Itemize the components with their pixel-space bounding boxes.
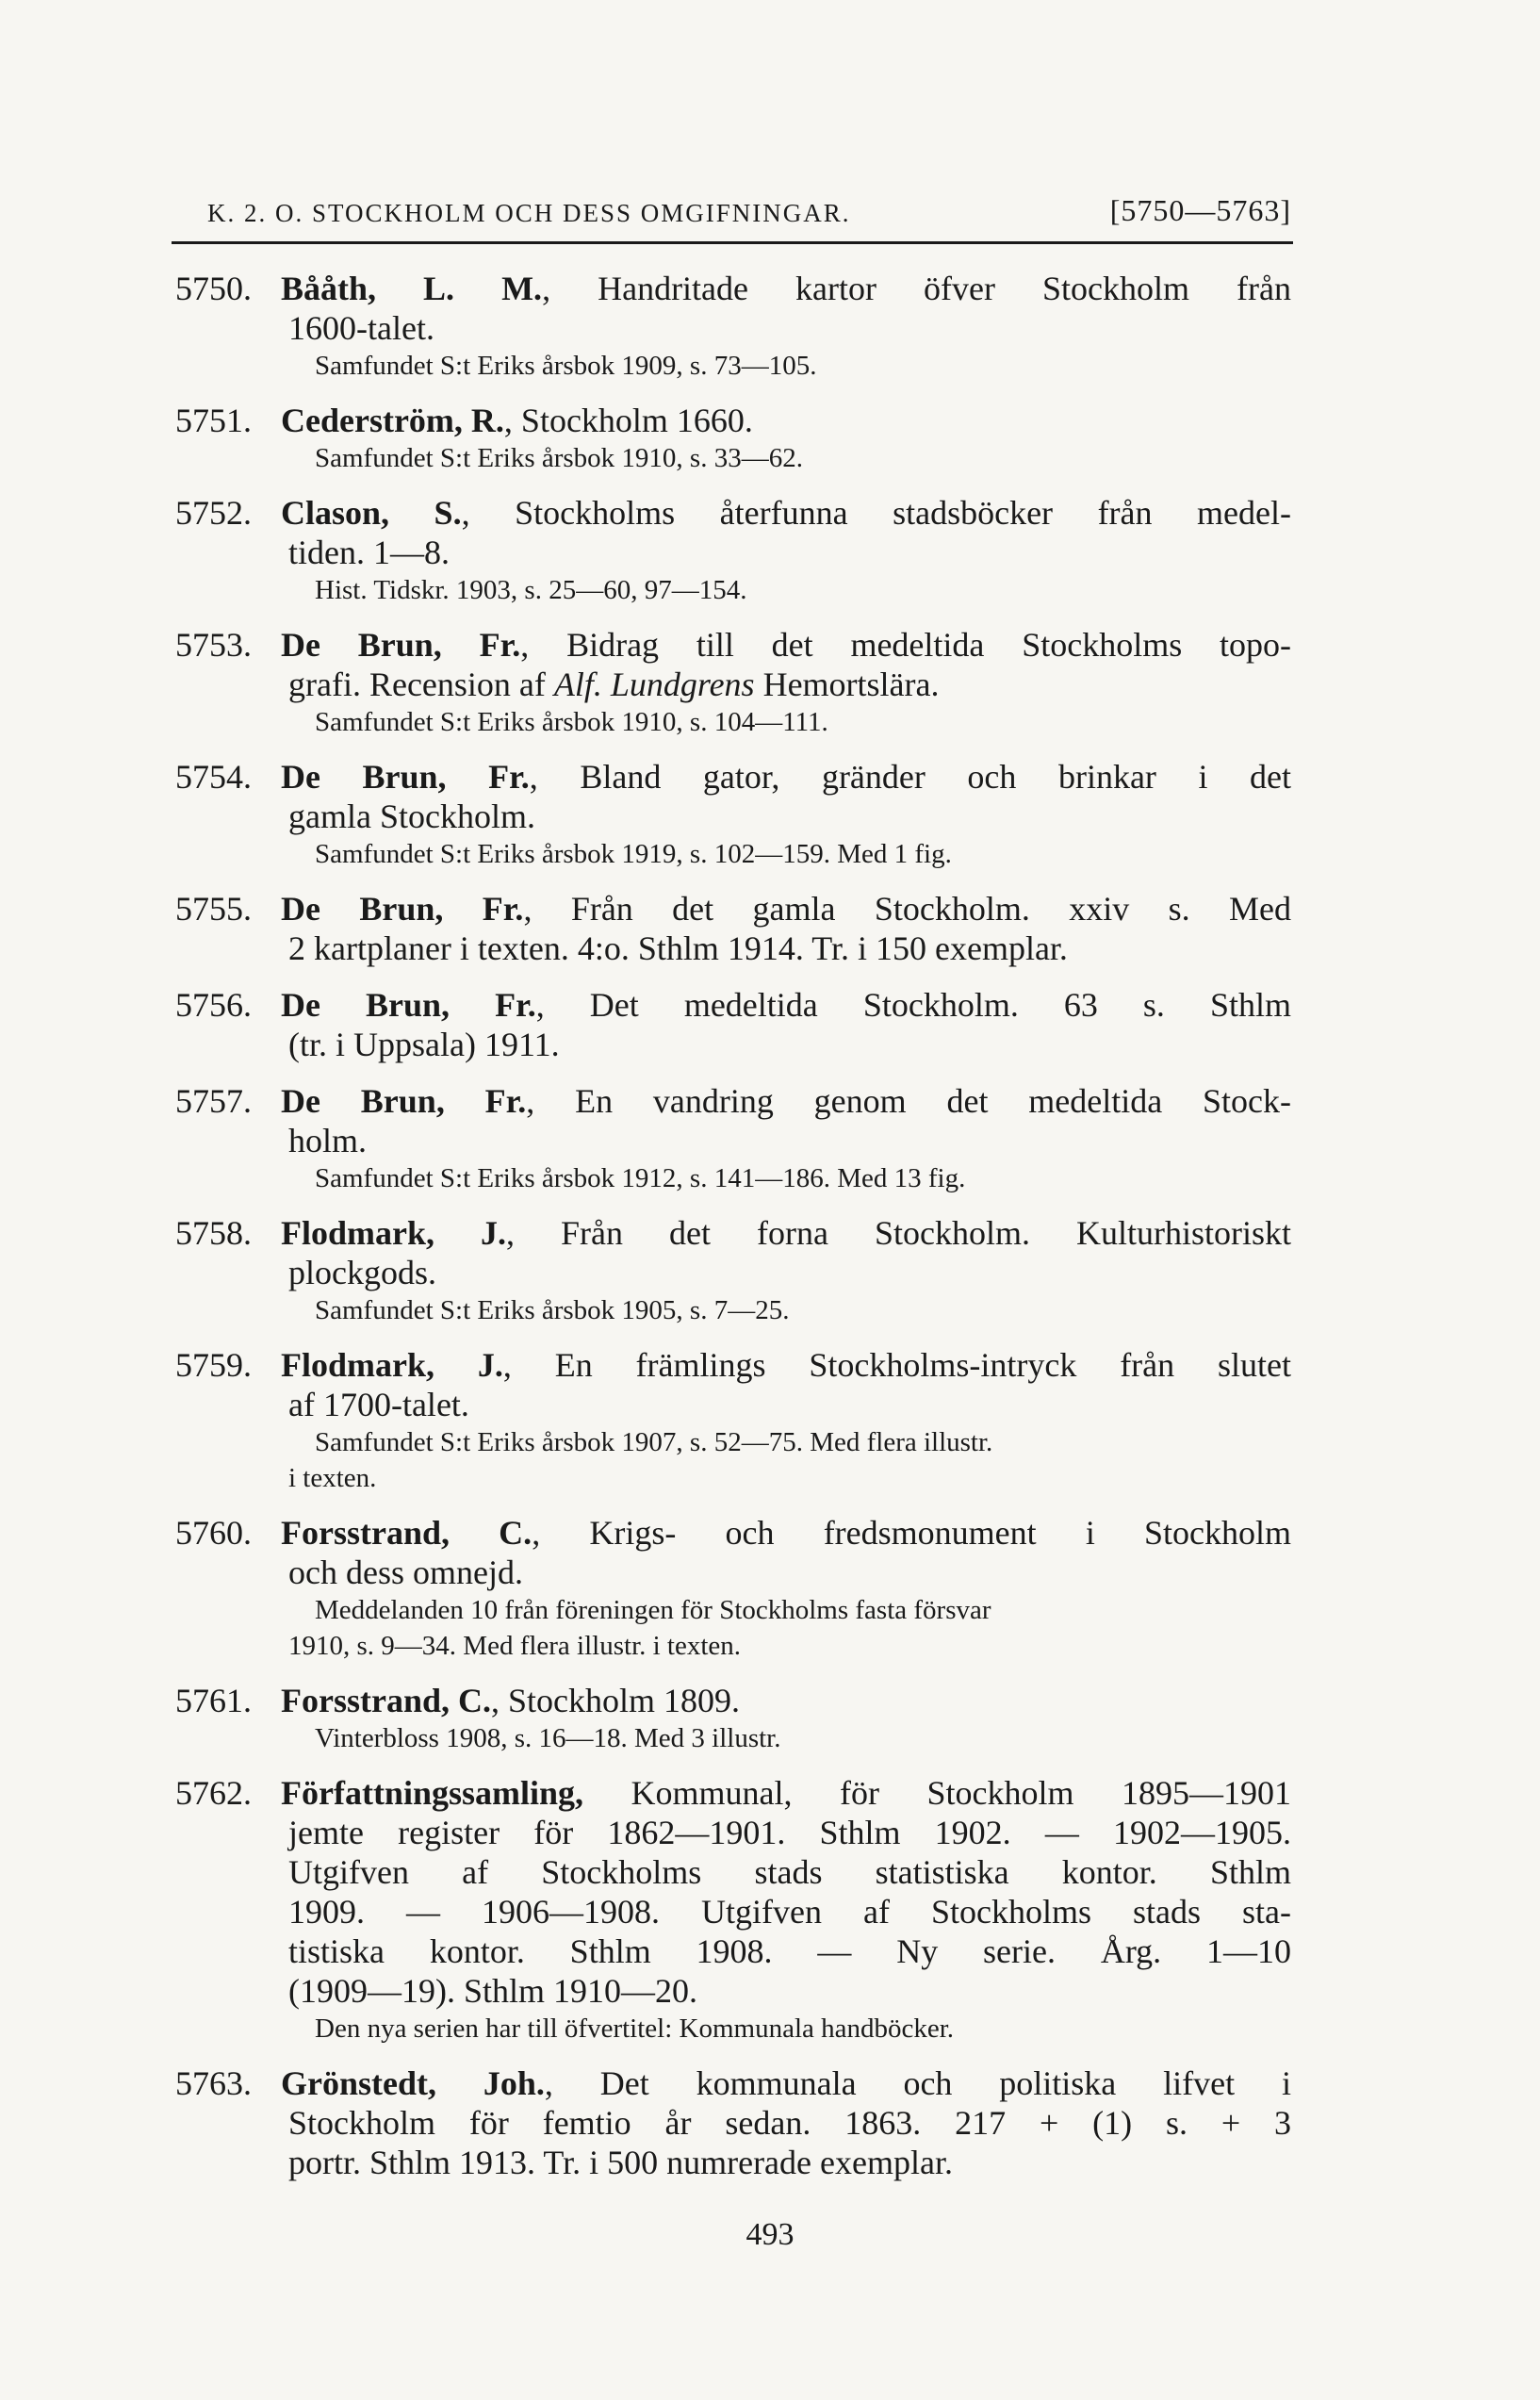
entry-5753	[175, 625, 1291, 740]
entry-5763	[175, 2063, 1291, 2182]
entry-title-italic: Alf. Lundgrens	[553, 666, 755, 703]
entry-author: De Brun, Fr.	[281, 1082, 527, 1120]
entry-source-cont: 1910, s. 9—34. Med flera illustr. i texten.	[288, 1631, 742, 1661]
entry-5756	[175, 985, 1291, 1064]
entry-author: De Brun, Fr.	[281, 626, 521, 664]
entry-title: , En främlings Stockholms-intryck från slutet	[502, 1346, 1291, 1384]
entry-source: Den nya serien har till öfvertitel: Kommunala handböcker.	[315, 2014, 955, 2044]
entry-title-cont: Stockholm för femtio år sedan. 1863. 217 + (1) s. + 3	[288, 2104, 1291, 2142]
entry-title: , Stockholm 1660.	[503, 402, 753, 439]
entry-5757	[175, 1081, 1291, 1196]
entry-title: , Handritade kartor öfver Stockholm från	[542, 270, 1291, 307]
entry-author: Flodmark, J.	[281, 1346, 503, 1384]
entry-title-cont: 1909. — 1906—1908. Utgifven af Stockholms stads sta-	[288, 1893, 1291, 1931]
entry-5759	[175, 1345, 1291, 1496]
entry-number: 5754.	[175, 758, 252, 796]
entry-title-cont: plockgods.	[288, 1254, 436, 1291]
entry-title-cont: tistiska kontor. Sthlm 1908. — Ny serie. Årg. 1—10	[288, 1932, 1291, 1970]
entry-title-cont: 2 kartplaner i texten. 4:o. Sthlm 1914. Tr. i 150 exemplar.	[288, 929, 1068, 967]
entry-author: Författningssamling,	[281, 1774, 584, 1812]
entry-number: 5753.	[175, 626, 252, 664]
entry-title-cont: (1909—19). Sthlm 1910—20.	[288, 1972, 698, 2010]
entry-source: Samfundet S:t Eriks årsbok 1909, s. 73—105.	[315, 351, 817, 381]
entry-title-cont: af 1700-talet.	[288, 1386, 469, 1423]
entry-title-cont: holm.	[288, 1122, 368, 1159]
entry-5762	[175, 1773, 1291, 2047]
entry-title-text: grafi. Recension af	[288, 666, 554, 703]
entry-title-cont: 1600-talet.	[288, 309, 434, 347]
entry-source: Samfundet S:t Eriks årsbok 1919, s. 102—159. Med 1 fig.	[315, 839, 952, 869]
running-header	[205, 172, 1291, 228]
entry-number: 5761.	[175, 1682, 252, 1719]
entry-number: 5751.	[175, 402, 252, 439]
entry-author: Forsstrand, C.	[281, 1514, 532, 1552]
entry-5752	[175, 493, 1291, 608]
entry-title: , Från det gamla Stockholm. xxiv s. Med	[523, 890, 1291, 928]
entry-source-cont: i texten.	[288, 1463, 377, 1493]
entry-5761	[175, 1681, 1291, 1756]
page-number: 493	[745, 2217, 795, 2252]
entry-source: Samfundet S:t Eriks årsbok 1912, s. 141—186. Med 13 fig.	[315, 1163, 966, 1193]
entry-number: 5758.	[175, 1214, 252, 1252]
header-range: [5750—5763]	[1109, 193, 1291, 227]
entry-source: Samfundet S:t Eriks årsbok 1910, s. 33—62.	[315, 443, 803, 473]
entry-number: 5752.	[175, 494, 252, 532]
entry-title-cont: (tr. i Uppsala) 1911.	[288, 1026, 560, 1063]
entry-title: , Det medeltida Stockholm. 63 s. Sthlm	[535, 986, 1291, 1024]
entry-title: Kommunal, för Stockholm 1895—1901	[583, 1774, 1291, 1812]
entry-title: , En vandring genom det medeltida Stock-	[526, 1082, 1291, 1120]
entry-source: Hist. Tidskr. 1903, s. 25—60, 97—154.	[315, 575, 747, 605]
entry-number: 5750.	[175, 270, 252, 307]
entry-author: Clason, S.	[281, 494, 462, 532]
entry-5755	[175, 889, 1291, 968]
entry-5758	[175, 1213, 1291, 1328]
entry-author: Flodmark, J.	[281, 1214, 507, 1252]
entry-author: Forsstrand, C.	[281, 1682, 491, 1719]
entry-number: 5757.	[175, 1082, 252, 1120]
entry-number: 5763.	[175, 2064, 252, 2102]
entry-title-cont: tiden. 1—8.	[288, 534, 450, 571]
header-rule	[172, 241, 1293, 244]
entry-5751	[175, 401, 1291, 476]
entry-number: 5762.	[175, 1774, 252, 1812]
entry-title: , Stockholm 1809.	[491, 1682, 741, 1719]
entry-title: , Krigs- och fredsmonument i Stockholm	[532, 1514, 1292, 1552]
entry-number: 5759.	[175, 1346, 252, 1384]
entry-title-cont: jemte register för 1862—1901. Sthlm 1902. — 1902—1905.	[288, 1814, 1291, 1851]
entry-source: Samfundet S:t Eriks årsbok 1905, s. 7—25.	[315, 1295, 790, 1325]
entry-title: , Stockholms återfunna stadsböcker från medel-	[461, 494, 1292, 532]
entry-title-cont: Utgifven af Stockholms stads statistiska kontor. Sthlm	[288, 1853, 1291, 1891]
entry-author: De Brun, Fr.	[281, 986, 536, 1024]
entry-number: 5760.	[175, 1514, 252, 1552]
entry-5750	[175, 269, 1291, 384]
entry-title: , Bidrag till det medeltida Stockholms topo-	[520, 626, 1291, 664]
entry-source: Samfundet S:t Eriks årsbok 1907, s. 52—75. Med flera illustr.	[315, 1427, 993, 1457]
entry-title-cont: och dess omnejd.	[288, 1553, 523, 1591]
bibliography-list	[175, 269, 1291, 2199]
entry-title-cont: portr. Sthlm 1913. Tr. i 500 numrerade exemplar.	[288, 2144, 953, 2181]
entry-5754	[175, 757, 1291, 872]
entry-source: Vinterbloss 1908, s. 16—18. Med 3 illustr.	[315, 1723, 781, 1753]
entry-title: , Från det forna Stockholm. Kulturhistoriskt	[506, 1214, 1291, 1252]
entry-source: Meddelanden 10 från föreningen för Stockholms fasta försvar	[315, 1595, 991, 1625]
header-title: K. 2. O. STOCKHOLM OCH DESS OMGIFNINGAR.	[207, 199, 851, 227]
entry-author: Cederström, R.	[281, 402, 504, 439]
entry-author: De Brun, Fr.	[281, 758, 530, 796]
entry-author: Bååth, L. M.	[281, 270, 543, 307]
entry-title-cont	[175, 665, 1291, 704]
entry-title: , Det kommunala och politiska lifvet i	[544, 2064, 1292, 2102]
entry-title-cont: gamla Stockholm.	[288, 797, 535, 835]
entry-author: De Brun, Fr.	[281, 890, 524, 928]
entry-title: , Bland gator, gränder och brinkar i det	[529, 758, 1291, 796]
entry-number: 5756.	[175, 986, 252, 1024]
entry-5760	[175, 1513, 1291, 1664]
entry-source: Samfundet S:t Eriks årsbok 1910, s. 104—111.	[315, 707, 828, 737]
entry-number: 5755.	[175, 890, 252, 928]
entry-author: Grönstedt, Joh.	[281, 2064, 545, 2102]
entry-title-text: Hemortslära.	[754, 666, 940, 703]
